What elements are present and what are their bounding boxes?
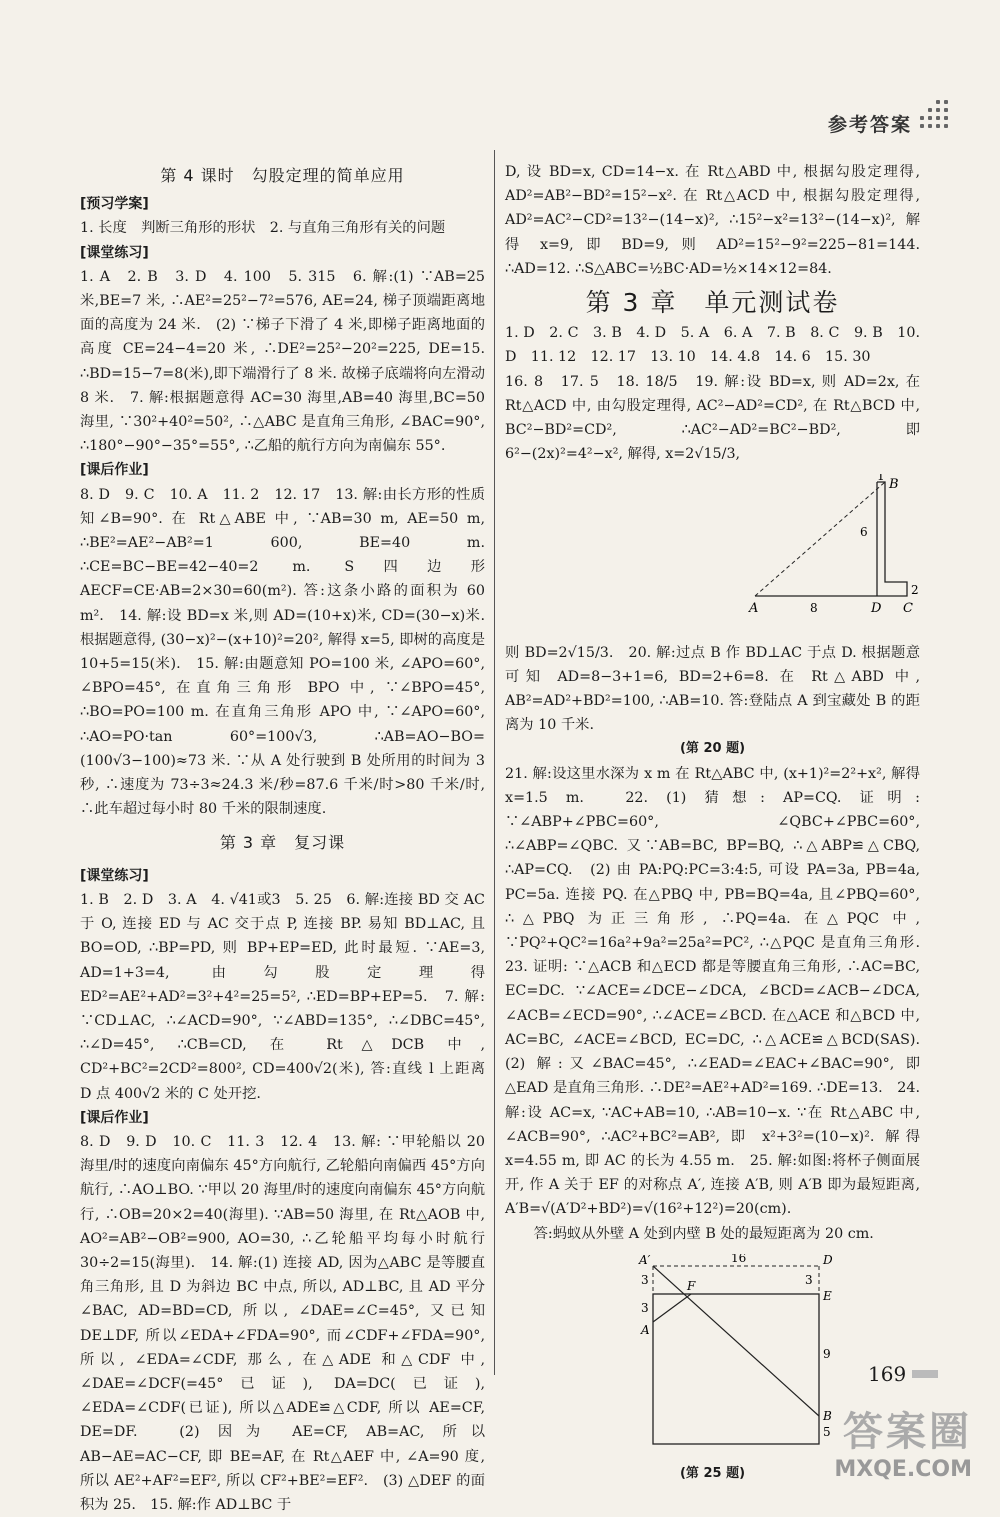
column-divider	[494, 150, 495, 1375]
fig25-label-f: F	[686, 1278, 695, 1293]
fig25-label-e: E	[822, 1288, 832, 1303]
fig25-label-a: A	[640, 1322, 650, 1337]
fig25-label-b: B	[822, 1408, 832, 1423]
section-label-preview: [预习学案]	[80, 196, 149, 213]
fig25-label-ap: A′	[638, 1253, 650, 1267]
page-number: 169	[868, 1362, 907, 1386]
header-dots-decoration	[920, 96, 956, 136]
unit-answers-line-3: 则 BD=2√15/3. 20. 解:过点 B 作 BD⊥AC 于点 D. 根据题意可知 AD=8−3+1=6, BD=2+6=8. 在 Rt△ABD 中, AB²=AD²+BD²=100, ∴AB=10. 答:登陆点 A 到宝藏处 B 的距离为 10 千米.	[505, 644, 920, 734]
fig25-label-nine: 9	[822, 1346, 831, 1361]
review-title: 第 3 章 复习课	[219, 833, 346, 853]
fig25-label-3b: 3	[640, 1300, 649, 1315]
fig25-label-d: D	[822, 1253, 833, 1267]
fig25-line-apb	[653, 1266, 819, 1416]
fig25-label-five: 5	[822, 1424, 831, 1439]
section-text-review-classwork: 1. B 2. D 3. A 4. √41或3 5. 25 6. 解:连接 BD 交 AC 于 O, 连接 ED 与 AC 交于点 P, 连接 BP. 易知 BD⊥AC, 且 BO=OD, ∴BP=PD, 则 BP+EP=ED, 此时最短. ∵AE=3, AD=1+3=4, 由勾股定理得 ED²=AE²+AD²=3²+4²=25=5², ∴ED=BP+EP=5. 7. 解: ∵CD⊥AC, ∴∠ACD=90°, ∵∠ABD=135°, ∴∠DBC=45°, ∴∠D=45°, ∴CB=CD, 在 Rt△DCB 中, CD²+BC²=2CD²=800², CD=400√2(米), 答:直线 l 上距离 D 点 400√2 米的 C 处开挖.	[80, 891, 485, 1102]
left-column	[80, 160, 485, 1517]
page-number-bar	[912, 1370, 938, 1378]
fig20-label-six: 6	[860, 525, 868, 540]
figure-25-diagram	[583, 1254, 843, 1454]
answer-25-conclusion: 答:蚂蚁从外壁 A 处到内壁 B 处的最短距离为 20 cm.	[533, 1225, 874, 1242]
watermark-url: MXQE.COM	[834, 1457, 972, 1482]
section-label-review-classwork: [课堂练习]	[80, 867, 149, 884]
fig20-label-b: B	[889, 477, 899, 493]
fig20-label-top: 1	[877, 474, 885, 484]
fig20-path	[755, 482, 907, 596]
figure-20	[505, 474, 920, 632]
fig20-dashed-ab	[755, 482, 885, 596]
section-text-homework: 8. D 9. C 10. A 11. 2 12. 17 13. 解:由长方形的性质知∠B=90°. 在 Rt△ABE 中, ∵AB=30 m, AE=50 m, ∴BE²=AE²−AB²=1 600, BE=40 m. ∴CE=BC−BE=42−40=2 m. S四边形AECF=CE·AB=2×30=60(m²). 答:这条小路的面积为 60 m². 14. 解:设 BD=x 米,则 AD=(10+x)米, CD=(30−x)米. 根据题意得, (30−x)²−(x+10)²=20², 解得 x=5, 即树的高度是 10+5=15(米). 15. 解:由题意知 PO=100 米, ∠APO=60°, ∠BPO=45°, 在直角三角形 BPO 中, ∵∠BPO=45°, ∴BO=PO=100 m. 在直角三角形 APO 中, ∵∠APO=60°, ∴AO=PO·tan 60°=100√3, ∴AB=AO−BO=(100√3−100)≈73 米. ∵从 A 处行驶到 B 处所用的时间为 3 秒, ∴速度为 73÷3≈24.3 米/秒=87.6 千米/时>80 千米/时, ∴此车超过每小时 80 千米的限制速度.	[80, 486, 485, 818]
section-label-review-homework: [课后作业]	[80, 1109, 149, 1126]
continued-answer-text: D, 设 BD=x, CD=14−x. 在 Rt△ABD 中, 根据勾股定理得, AD²=AB²−BD²=15²−x². 在 Rt△ACD 中, 根据勾股定理得, AD²=AC²−CD²=13²−(14−x)², ∴15²−x²=13²−(14−x)², 解得 x=9, 即 BD=9, 则 AD²=15²−9²=225−81=144. ∴AD=12. ∴S△ABC=½BC·AD=½×14×12=84.	[505, 164, 920, 277]
fig25-line-af	[653, 1294, 691, 1322]
fig25-label-3c: 3	[804, 1272, 813, 1287]
unit-answers-line-4: 21. 解:设这里水深为 x m 在 Rt△ABC 中, (x+1)²=2²+x², 解得 x=1.5 m. 22. (1) 猜想: AP=CQ. 证明: ∵∠ABP+∠PBC=60°, ∠QBC+∠PBC=60°, ∴∠ABP=∠QBC. 又∵AB=BC, BP=BQ, ∴△ABP≌△CBQ, ∴AP=CQ. (2) 由 PA:PQ:PC=3:4:5, 可设 PA=3a, PB=4a, PC=5a. 连接 PQ. 在△PBQ 中, PB=BQ=4a, 且∠PBQ=60°, ∴△PBQ 为正三角形, ∴PQ=4a. 在△PQC 中, ∵PQ²+QC²=16a²+9a²=25a²=PC², ∴△PQC 是直角三角形. 23. 证明: ∵△ACB 和△ECD 都是等腰直角三角形, ∴AC=BC, EC=DC. ∵∠ACE=∠DCE−∠DCA, ∠BCD=∠ACB−∠DCA, ∠ACB=∠ECD=90°, ∴∠ACE=∠BCD. 在△ACE 和△BCD 中, AC=BC, ∠ACE=∠BCD, EC=DC, ∴△ACE≌△BCD(SAS). (2) 解:又∠BAC=45°, ∴∠EAD=∠EAC+∠BAC=90°, 即△EAD 是直角三角形. ∴DE²=AE²+AD²=169. ∴DE=13. 24. 解:设 AC=x, ∵AC+AB=10, ∴AB=10−x. ∵在 Rt△ABC 中, ∠ACB=90°, ∴AC²+BC²=AB², 即 x²+3²=(10−x)². 解得 x=4.55 m, 即 AC 的长为 4.55 m. 25. 解:如图:将杯子侧面展开, 作 A 关于 EF 的对称点 A′, 连接 A′B, 则 A′B 即为最短距离, A′B=√(A′D²+BD²)=√(16²+12²)=20(cm).	[505, 765, 935, 1218]
fig20-label-eight: 8	[810, 601, 818, 616]
section-label-homework: [课后作业]	[80, 462, 149, 479]
figure-25-caption: (第 25 题)	[679, 1465, 746, 1481]
section-text-classwork: 1. A 2. B 3. D 4. 100 5. 315 6. 解:(1) ∵AB=25 米,BE=7 米, ∴AE²=25²−7²=576, AE=24, 梯子顶端距离地面的高度为 24 米. (2) ∵梯子下滑了 4 米,即梯子距离地面的高度 CE=24−4=20 米, ∴DE²=25²−20²=225, DE=15. ∴BD=15−7=8(米),即下端滑行了 8 米. 故梯子底端将向左滑动 8 米. 7. 解:根据题意得 AC=30 海里,AB=40 海里,BC=50 海里, ∵30²+40²=50², ∴△ABC 是直角三角形, ∠BAC=90°, ∴180°−90°−35°=55°, ∴乙船的航行方向为南偏东 55°.	[80, 268, 485, 455]
section-text-review-homework: 8. D 9. D 10. C 11. 3 12. 4 13. 解: ∵甲轮船以 20 海里/时的速度向南偏东 45°方向航行, 乙轮船向南偏西 45°方向航行, ∴AO⊥BO. ∵甲以 20 海里/时的速度向南偏东 45°方向航行, ∴OB=20×2=40(海里). ∵AB=50 海里, 在 Rt△AOB 中, AO²=AB²−OB²=900, AO=30, ∴乙轮船平均每小时航行 30÷2=15(海里). 14. 解:(1) 连接 AD, 因为△ABC 是等腰直角三角形, 且 D 为斜边 BC 中点, 所以, AD⊥BC, 且 AD 平分∠BAC, AD=BD=CD, 所以, ∠DAE=∠C=45°, 又已知 DE⊥DF, 所以∠EDA+∠FDA=90°, 而∠CDF+∠FDA=90°, 所以, ∠EDA=∠CDF, 那么, 在△ADE 和△CDF 中, ∠DAE=∠DCF(=45°已证), DA=DC(已证), ∠EDA=∠CDF(已证), 所以△ADE≌△CDF, 所以 AE=CF, DE=DF. (2) 因为 AE=CF, AB=AC, 所以 AB−AE=AC−CF, 即 BE=AF, 在 Rt△AEF 中, ∠A=90 度, 所以 AE²+AF²=EF², 所以 CF²+BE²=EF². (3) △DEF 的面积为 25. 15. 解:作 AD⊥BC 于	[80, 1133, 485, 1513]
figure-20-caption: (第 20 题)	[679, 741, 746, 757]
lesson-title: 第 4 课时 勾股定理的简单应用	[160, 166, 405, 185]
right-column	[505, 160, 935, 1494]
unit-answers-line-2: 16. 8 17. 5 18. 18/5 19. 解:设 BD=x, 则 AD=2x, 在 Rt△ACD 中, 由勾股定理得, AC²−AD²=CD², 在 Rt△BCD 中, BC²−BD²=CD², ∴AC²−AD²=BC²−BD², 即 6²−(2x)²=4²−x², 解得, x=2√15/3,	[505, 373, 920, 463]
unit-answers-line-1: 1. D 2. C 3. B 4. D 5. A 6. A 7. B 8. C 9. B 10. D 11. 12 12. 17 13. 10 14. 4.8 14. 6 15. 30	[505, 325, 920, 366]
fig20-label-two: 2	[911, 583, 919, 598]
fig20-label-c: C	[903, 601, 913, 617]
fig25-label-width: 16	[730, 1253, 746, 1265]
fig25-label-3a: 3	[640, 1272, 649, 1287]
section-text-preview: 1. 长度 判断三角形的形状 2. 与直角三角形有关的问题	[80, 220, 446, 237]
header-label: 参考答案	[827, 114, 912, 136]
section-label-classwork: [课堂练习]	[80, 244, 149, 261]
fig20-label-a: A	[749, 601, 759, 617]
fig25-cup-rect	[653, 1294, 819, 1444]
watermark-logo-text: 答案圈	[843, 1409, 972, 1455]
figure-20-diagram	[505, 474, 920, 624]
site-watermark	[834, 1400, 972, 1482]
fig20-label-d: D	[871, 601, 882, 617]
unit-test-title: 第 3 章 单元测试卷	[585, 288, 840, 318]
